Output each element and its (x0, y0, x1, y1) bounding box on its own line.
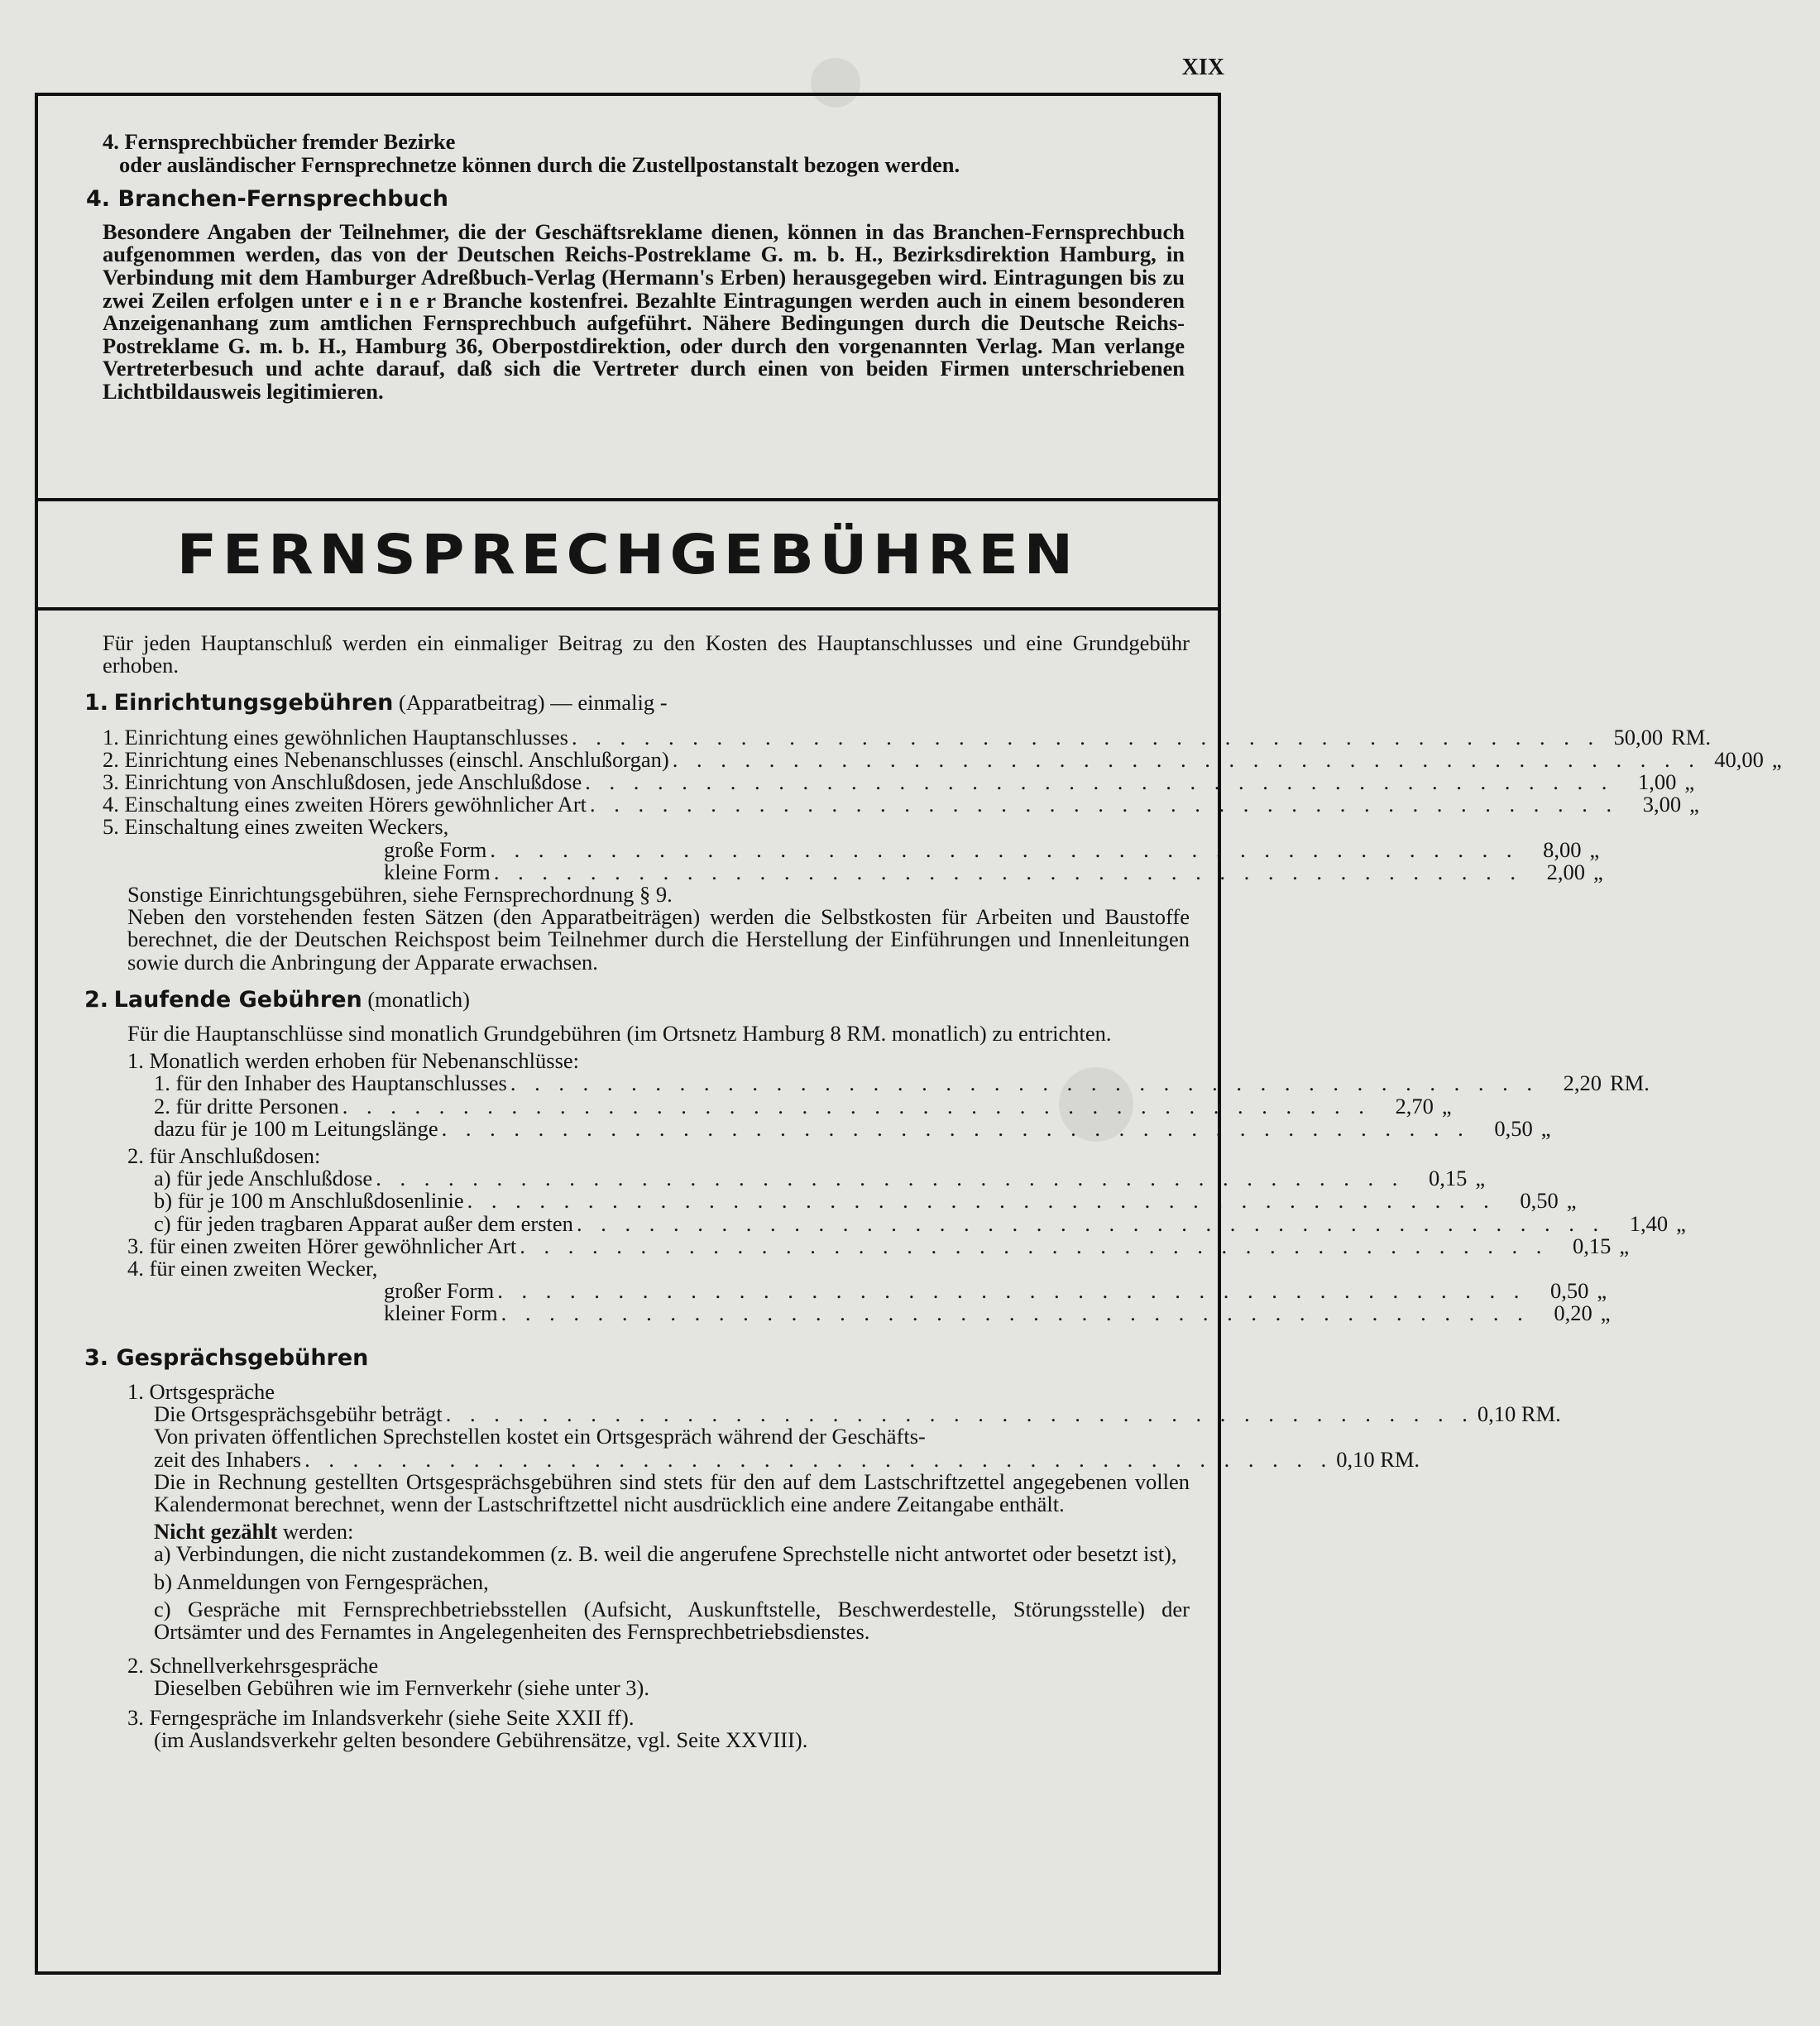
fees-section (38, 630, 1782, 1752)
leader-dots: . . . . . . . . . . . . . . . . . . . . . . . . . . . . . . . . . . . . . . . . . . . (500, 1300, 1530, 1326)
fee-label: kleine Form (384, 859, 491, 884)
nicht-gezaehlt-b: b) Anmeldungen von Ferngesprächen, (154, 1569, 489, 1594)
fee-value: 50,00 (1613, 724, 1664, 750)
fee-row (103, 1446, 1420, 1472)
fee-value: 3,00 (1642, 792, 1682, 817)
laufende-item-1: 1. Monatlich werden erhoben für Nebenanschlüsse: (127, 1048, 580, 1074)
fee-label: zeit des Inhabers (154, 1446, 302, 1472)
fee-row (103, 1401, 1561, 1427)
fee-unit: „ (1771, 746, 1782, 772)
fee-row (103, 746, 1782, 772)
nicht-gezaehlt-a: a) Verbindungen, die nicht zustandekommen (z. B. weil die angerufene Sprechstelle nicht antwortet oder besetzt ist), (154, 1541, 1177, 1567)
laufende-item-2: 2. für Anschlußdosen: (127, 1143, 321, 1169)
fee-unit: „ (1540, 1115, 1551, 1141)
fee-value: 0,10 RM. (1336, 1446, 1420, 1472)
nicht-gezaehlt-c: c) Gespräche mit Fernsprechbetriebsstellen (Aufsicht, Auskunftstelle, Beschwerdestelle, Störungsstelle) der Ortsämter und des Fernamtes in Angelegenheiten des Fernsprechbetriebsdienstes. (154, 1596, 1190, 1644)
fee-item-5: 5. Einschaltung eines zweiten Weckers, (103, 814, 449, 840)
fee-value: 8,00 (1543, 836, 1582, 862)
leader-dots: . . . . . . . . . . . . . . . . . . . . . . . . . . . . . . . . . . . . . . . . . . . (672, 746, 1701, 772)
fee-value: 2,00 (1546, 859, 1585, 884)
fee-row (103, 1093, 1452, 1118)
heading-suffix: (monatlich) (367, 986, 470, 1012)
fee-label: kleiner Form (384, 1300, 498, 1326)
page-title: FERNSPRECHGEBÜHREN (177, 522, 1079, 587)
section-4b-body: Besondere Angaben der Teilnehmer, die der Geschäftsreklame dienen, können in das Branchen-Fernsprechbuch aufgenommen werden, das von der Deutschen Reichs-Postreklame G. m. b. H., Bezirksdirektion Hamburg, in Verbindung mit dem Hamburger Adreßbuch-Verlag (Hermann's Erben) herausgegeben wird. Eintragungen bis zu zwei Zeilen erfolgen unter e i n e r Branche kostenfrei. Bezahlte Eintragungen werden auch in einem besonderen Anzeigenanhang zum amtlichen Fernsprechbuch aufgeführt. Nähere Bedingungen durch die Deutsche Reichs-Postreklame G. m. b. H., Hamburg 36, Oberpostdirektion, oder durch den vorgenannten Verlag. Man verlange Vertreterbesuch und achte darauf, daß sich die Vertreter durch einen von beiden Firmen unterschriebenen Lichtbildausweis legitimieren. (103, 218, 1185, 404)
leader-dots: . . . . . . . . . . . . . . . . . . . . . . . . . . . . . . . . . . . . . . . . . . . (445, 1401, 1474, 1427)
fee-unit: „ (1597, 1278, 1607, 1304)
heading-gespraech: 3. Gesprächsgebühren (84, 1344, 369, 1371)
fee-value: 1,40 (1629, 1210, 1669, 1236)
nicht-gezaehlt (103, 1521, 1190, 1543)
fee-value: 0,15 (1572, 1233, 1612, 1258)
fee-unit: „ (1689, 792, 1699, 817)
fee-unit: „ (1592, 859, 1603, 884)
ferngespraeche-title: 3. Ferngespräche im Inlandsverkehr (siehe Seite XXII ff). (127, 1704, 635, 1730)
fee-row (103, 1166, 1486, 1191)
fee-value: 0,50 (1520, 1188, 1559, 1214)
fee-value: 0,10 RM. (1477, 1401, 1561, 1427)
fee-row (103, 792, 1699, 817)
leader-dots: . . . . . . . . . . . . . . . . . . . . . . . . . . . . . . . . . . . . . . . . . . . (304, 1446, 1334, 1472)
leader-dots: . . . . . . . . . . . . . . . . . . . . . . . . . . . . . . . . . . . . . . . . . . . (497, 1278, 1526, 1304)
fee-row (103, 1278, 1607, 1304)
ferngespraeche-text: (im Auslandsverkehr gelten besondere Gebührensätze, vgl. Seite XXVIII). (154, 1727, 808, 1752)
leader-dots: . . . . . . . . . . . . . . . . . . . . . . . . . . . . . . . . . . . . . . . . . . . (572, 724, 1601, 750)
fee-row (103, 769, 1695, 795)
fee-unit: „ (1600, 1300, 1611, 1326)
fee-label: 4. Einschaltung eines zweiten Hörers gewöhnlicher Art (103, 792, 587, 817)
fee-value: 2,20 (1563, 1070, 1602, 1096)
ortsgespraeche-title: 1. Ortsgespräche (127, 1378, 275, 1404)
fee-value: 2,70 (1395, 1093, 1434, 1118)
heading-laufende (84, 986, 1190, 1013)
fee-row (103, 724, 1711, 750)
fee-label: 1. für den Inhaber des Hauptanschlusses (154, 1070, 507, 1096)
fee-unit: RM. (1671, 724, 1711, 750)
section-4a-text: oder ausländischer Fernsprechnetze können durch die Zustellpostanstalt bezogen werden. (119, 151, 960, 177)
nicht-gezaehlt-rest: werden: (283, 1519, 354, 1545)
heading-suffix: (Apparatbeitrag) — einmalig - (399, 690, 668, 716)
fee-label: 1. Einrichtung eines gewöhnlichen Hauptanschlusses (103, 724, 568, 750)
schnellverkehr-title: 2. Schnellverkehrsgespräche (127, 1653, 379, 1679)
leader-dots: . . . . . . . . . . . . . . . . . . . . . . . . . . . . . . . . . . . . . . . . . . . (441, 1115, 1470, 1141)
fee-row (103, 1210, 1686, 1236)
fee-row (103, 1300, 1611, 1326)
fee-unit: „ (1566, 1188, 1577, 1214)
einrichtung-note-2: Neben den vorstehenden festen Sätzen (den Apparatbeiträgen) werden die Selbstkosten für Arbeiten und Baustoffe berechnet, die der Deutschen Reichspost beim Teilnehmer durch die Herstellung der Einführungen und Innenleitungen sowie durch die Anbringung der Apparate erwachsen. (127, 904, 1190, 975)
fee-row (103, 1233, 1630, 1258)
fee-row (103, 1188, 1577, 1214)
heading-einrichtung (84, 692, 1190, 714)
fee-value: 0,50 (1549, 1278, 1589, 1304)
fee-value: 0,15 (1428, 1166, 1468, 1191)
schnellverkehr-text: Dieselben Gebühren wie im Fernverkehr (siehe unter 3). (154, 1675, 649, 1701)
fee-label: 2. Einrichtung eines Nebenanschlusses (einschl. Anschlußorgan) (103, 746, 669, 772)
leader-dots: . . . . . . . . . . . . . . . . . . . . . . . . . . . . . . . . . . . . . . . . . . . (576, 1210, 1606, 1236)
fee-label: 3. Einrichtung von Anschlußdosen, jede Anschlußdose (103, 769, 582, 795)
section-4b-heading: 4. Branchen-Fernsprechbuch (86, 186, 448, 213)
fee-row (103, 1070, 1650, 1096)
page-number: XIX (1181, 55, 1224, 80)
top-section (38, 96, 1218, 404)
ortsgespraeche-para: Die in Rechnung gestellten Ortsgesprächsgebühren sind stets für den auf dem Lastschriftzettel angegebenen vollen Kalendermonat berechnet, wenn der Lastschriftzettel nicht ausdrücklich eine andere Zeitangabe enthält. (154, 1468, 1190, 1516)
section-4a-title: 4. Fernsprechbücher fremder Bezirke (103, 129, 456, 154)
fee-label: großer Form (384, 1278, 495, 1304)
heading-label: Einrichtungsgebühren (113, 690, 394, 716)
fee-unit: „ (1684, 769, 1695, 795)
ortsgespraeche-line: Von privaten öffentlichen Sprechstellen kostet ein Ortsgespräch während der Geschäfts- (154, 1424, 926, 1449)
fee-value: 1,00 (1638, 769, 1677, 795)
page-frame (35, 93, 1782, 1975)
heading-label: Laufende Gebühren (113, 986, 362, 1013)
laufende-intro: Für die Hauptanschlüsse sind monatlich Grundgebühren (im Ortsnetz Hamburg 8 RM. monatlich) zu entrichten. (127, 1021, 1112, 1047)
fee-label: a) für jede Anschlußdose (154, 1166, 373, 1191)
fee-row (103, 859, 1603, 884)
fee-label: 2. für dritte Personen (154, 1093, 339, 1118)
fee-label: 3. für einen zweiten Hörer gewöhnlicher Art (127, 1233, 517, 1258)
leader-dots: . . . . . . . . . . . . . . . . . . . . . . . . . . . . . . . . . . . . . . . . . . . (520, 1233, 1549, 1258)
fees-intro: Für jeden Hauptanschluß werden ein einmaliger Beitrag zu den Kosten des Hauptanschlusses und eine Grundgebühr erhoben. (103, 630, 1190, 678)
fee-value: 0,50 (1494, 1115, 1533, 1141)
fee-label: dazu für je 100 m Leitungslänge (154, 1115, 438, 1141)
fee-row (103, 1115, 1551, 1141)
fee-label: b) für je 100 m Anschlußdosenlinie (154, 1188, 464, 1214)
nicht-gezaehlt-label: Nicht gezählt (154, 1519, 278, 1545)
leader-dots: . . . . . . . . . . . . . . . . . . . . . . . . . . . . . . . . . . . . . . . . . . . (590, 792, 1619, 817)
fee-unit: „ (1619, 1233, 1630, 1258)
laufende-item-4: 4. für einen zweiten Wecker, (127, 1256, 378, 1281)
leader-dots: . . . . . . . . . . . . . . . . . . . . . . . . . . . . . . . . . . . . . . . . . . . (342, 1093, 1371, 1118)
leader-dots: . . . . . . . . . . . . . . . . . . . . . . . . . . . . . . . . . . . . . . . . . . . (493, 859, 1522, 884)
leader-dots: . . . . . . . . . . . . . . . . . . . . . . . . . . . . . . . . . . . . . . . . . . . (510, 1070, 1539, 1096)
leader-dots: . . . . . . . . . . . . . . . . . . . . . . . . . . . . . . . . . . . . . . . . . . . (467, 1188, 1496, 1214)
einrichtung-note-1: Sonstige Einrichtungsgebühren, siehe Fernsprechordnung § 9. (127, 882, 673, 908)
fee-unit: „ (1589, 836, 1600, 862)
fee-label: große Form (384, 836, 487, 862)
leader-dots: . . . . . . . . . . . . . . . . . . . . . . . . . . . . . . . . . . . . . . . . . . . (376, 1166, 1405, 1191)
heading-number: 1. (84, 690, 109, 716)
fee-unit: „ (1676, 1210, 1686, 1236)
title-banner (38, 498, 1218, 611)
fee-unit: RM. (1609, 1070, 1650, 1096)
fee-value: 0,20 (1554, 1300, 1592, 1326)
leader-dots: . . . . . . . . . . . . . . . . . . . . . . . . . . . . . . . . . . . . . . . . . . . (490, 836, 1519, 862)
fee-row (103, 836, 1600, 862)
fee-label: c) für jeden tragbaren Apparat außer dem ersten (154, 1210, 573, 1236)
fee-value: 40,00 (1714, 746, 1764, 772)
heading-number: 2. (84, 986, 109, 1013)
fee-label: Die Ortsgesprächsgebühr beträgt (154, 1401, 443, 1427)
leader-dots: . . . . . . . . . . . . . . . . . . . . . . . . . . . . . . . . . . . . . . . . . . . (585, 769, 1614, 795)
fee-unit: „ (1441, 1093, 1452, 1118)
fee-unit: „ (1475, 1166, 1486, 1191)
